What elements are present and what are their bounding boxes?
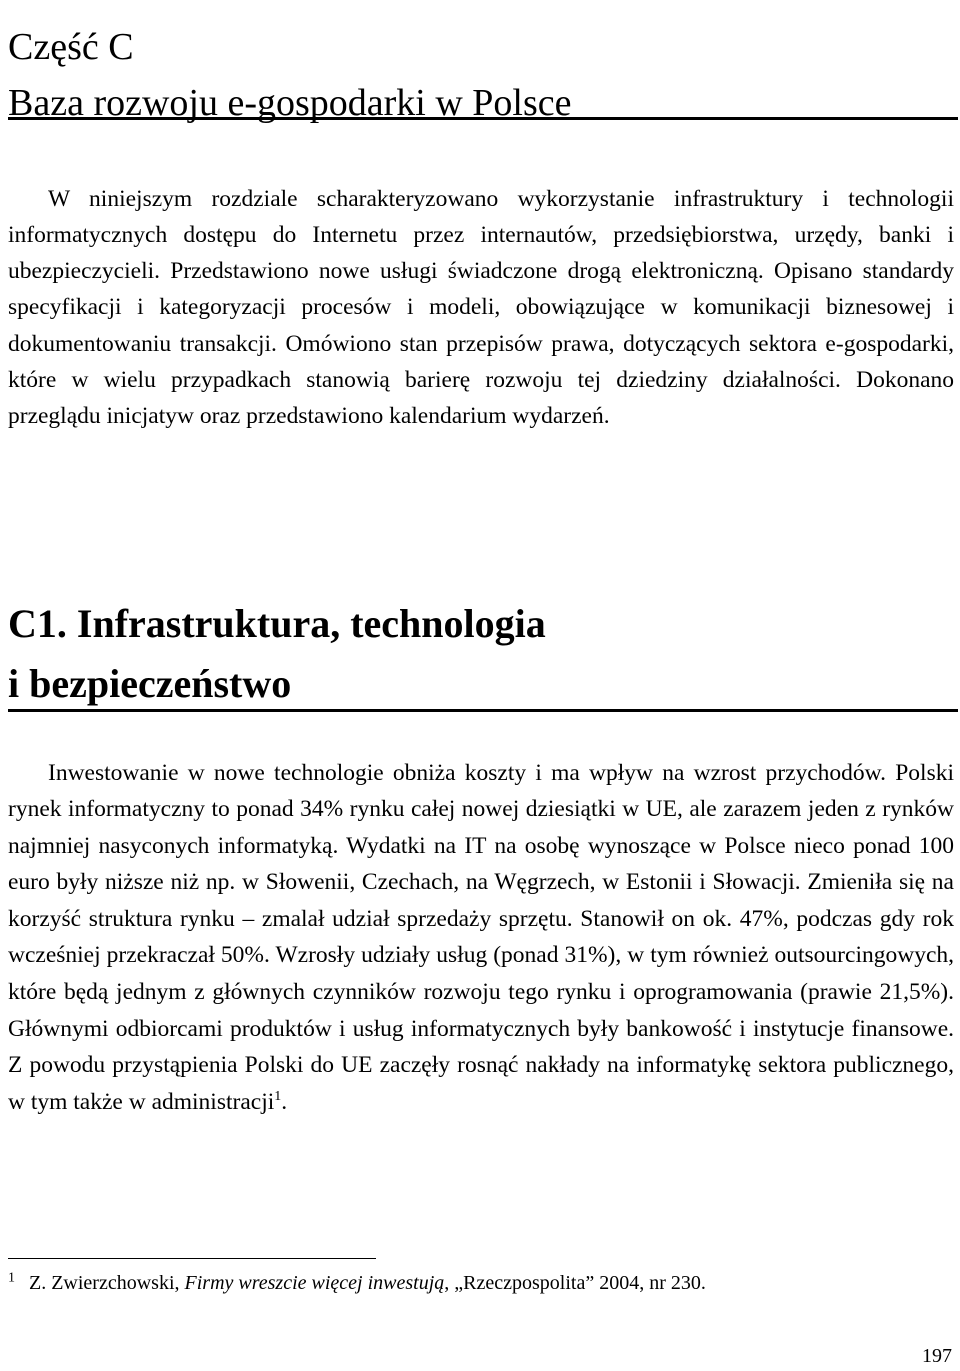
part-heading: Baza rozwoju e-gospodarki w Polsce: [8, 82, 572, 125]
body-text-end: .: [281, 1088, 288, 1115]
footnote-author: Z. Zwierzchowski,: [29, 1272, 185, 1294]
section-title-line-1: C1. Infrastruktura, technologia: [8, 601, 546, 647]
title-rule: [8, 117, 958, 120]
section-title: [8, 594, 958, 714]
footnote-title: Firmy wreszcie więcej inwestują: [184, 1272, 445, 1294]
intro-paragraph: W niniejszym rozdziale scharakteryzowano wykorzystanie infrastruktury i technologii informatycznych dostępu do Internetu przez internautów, przedsiębiorstwa, urzędy, banki i ubezpieczycieli. Przedstawiono nowe usługi świadczone drogą elektroniczną. Opisano standardy specyfikacji i kategoryzacji procesów i modeli, obowiązujące w komunikacji biznesowej i dokumentowaniu transakcji. Omówiono stan przepisów prawa, dotyczących sektora e-gospodarki, które w wielu przypadkach stanowią barierę rozwoju tej dziedziny działalności. Dokonano przeglądu inicjatyw oraz przedstawiono kalendarium wydarzeń.: [8, 185, 954, 430]
part-title: [8, 19, 958, 131]
section-rule: [8, 709, 958, 712]
footnote-source: , „Rzeczpospolita” 2004, nr 230.: [444, 1272, 706, 1294]
footnote-reference[interactable]: 1: [274, 1089, 282, 1105]
body-text: Inwestowanie w nowe technologie obniża koszty i ma wpływ na wzrost przychodów. Polski rynek informatyczny to ponad 34% rynku całej nowej dziesiątki w UE, ale zarazem jeden z rynków najmniej nasyconych informatyką. Wydatki na IT na osobę wynoszące w Polsce nieco ponad 100 euro były niższe niż np. w Słowenii, Czechach, na Węgrzech, w Estonii i Słowacji. Zmieniła się na korzyść struktura rynku – zmalał udział sprzedaży sprzętu. Stanowił on ok. 47%, podczas gdy rok wcześniej przekraczał 50%. Wzrosły udziały usług (ponad 31%), w tym również outsourcingowych, które będą jednym z głównych czynników rozwoju tego rynku i oprogramowania (prawie 21,5%). Głównymi odbiorcami produktów i usług informatycznych były bankowość i instytucje finansowe. Z powodu przystąpienia Polski do UE zaczęły rosnąć nakłady na informatykę sektora publicznego, w tym także w administracji: [8, 759, 954, 1115]
page-number: 197: [922, 1345, 952, 1367]
part-label: Część C: [8, 26, 134, 69]
body-paragraph: [8, 755, 954, 1121]
footnote-number: 1: [8, 1270, 15, 1286]
footnote: [8, 1268, 948, 1298]
section-title-line-2: i bezpieczeństwo: [8, 661, 292, 707]
footnote-separator: [8, 1258, 376, 1259]
